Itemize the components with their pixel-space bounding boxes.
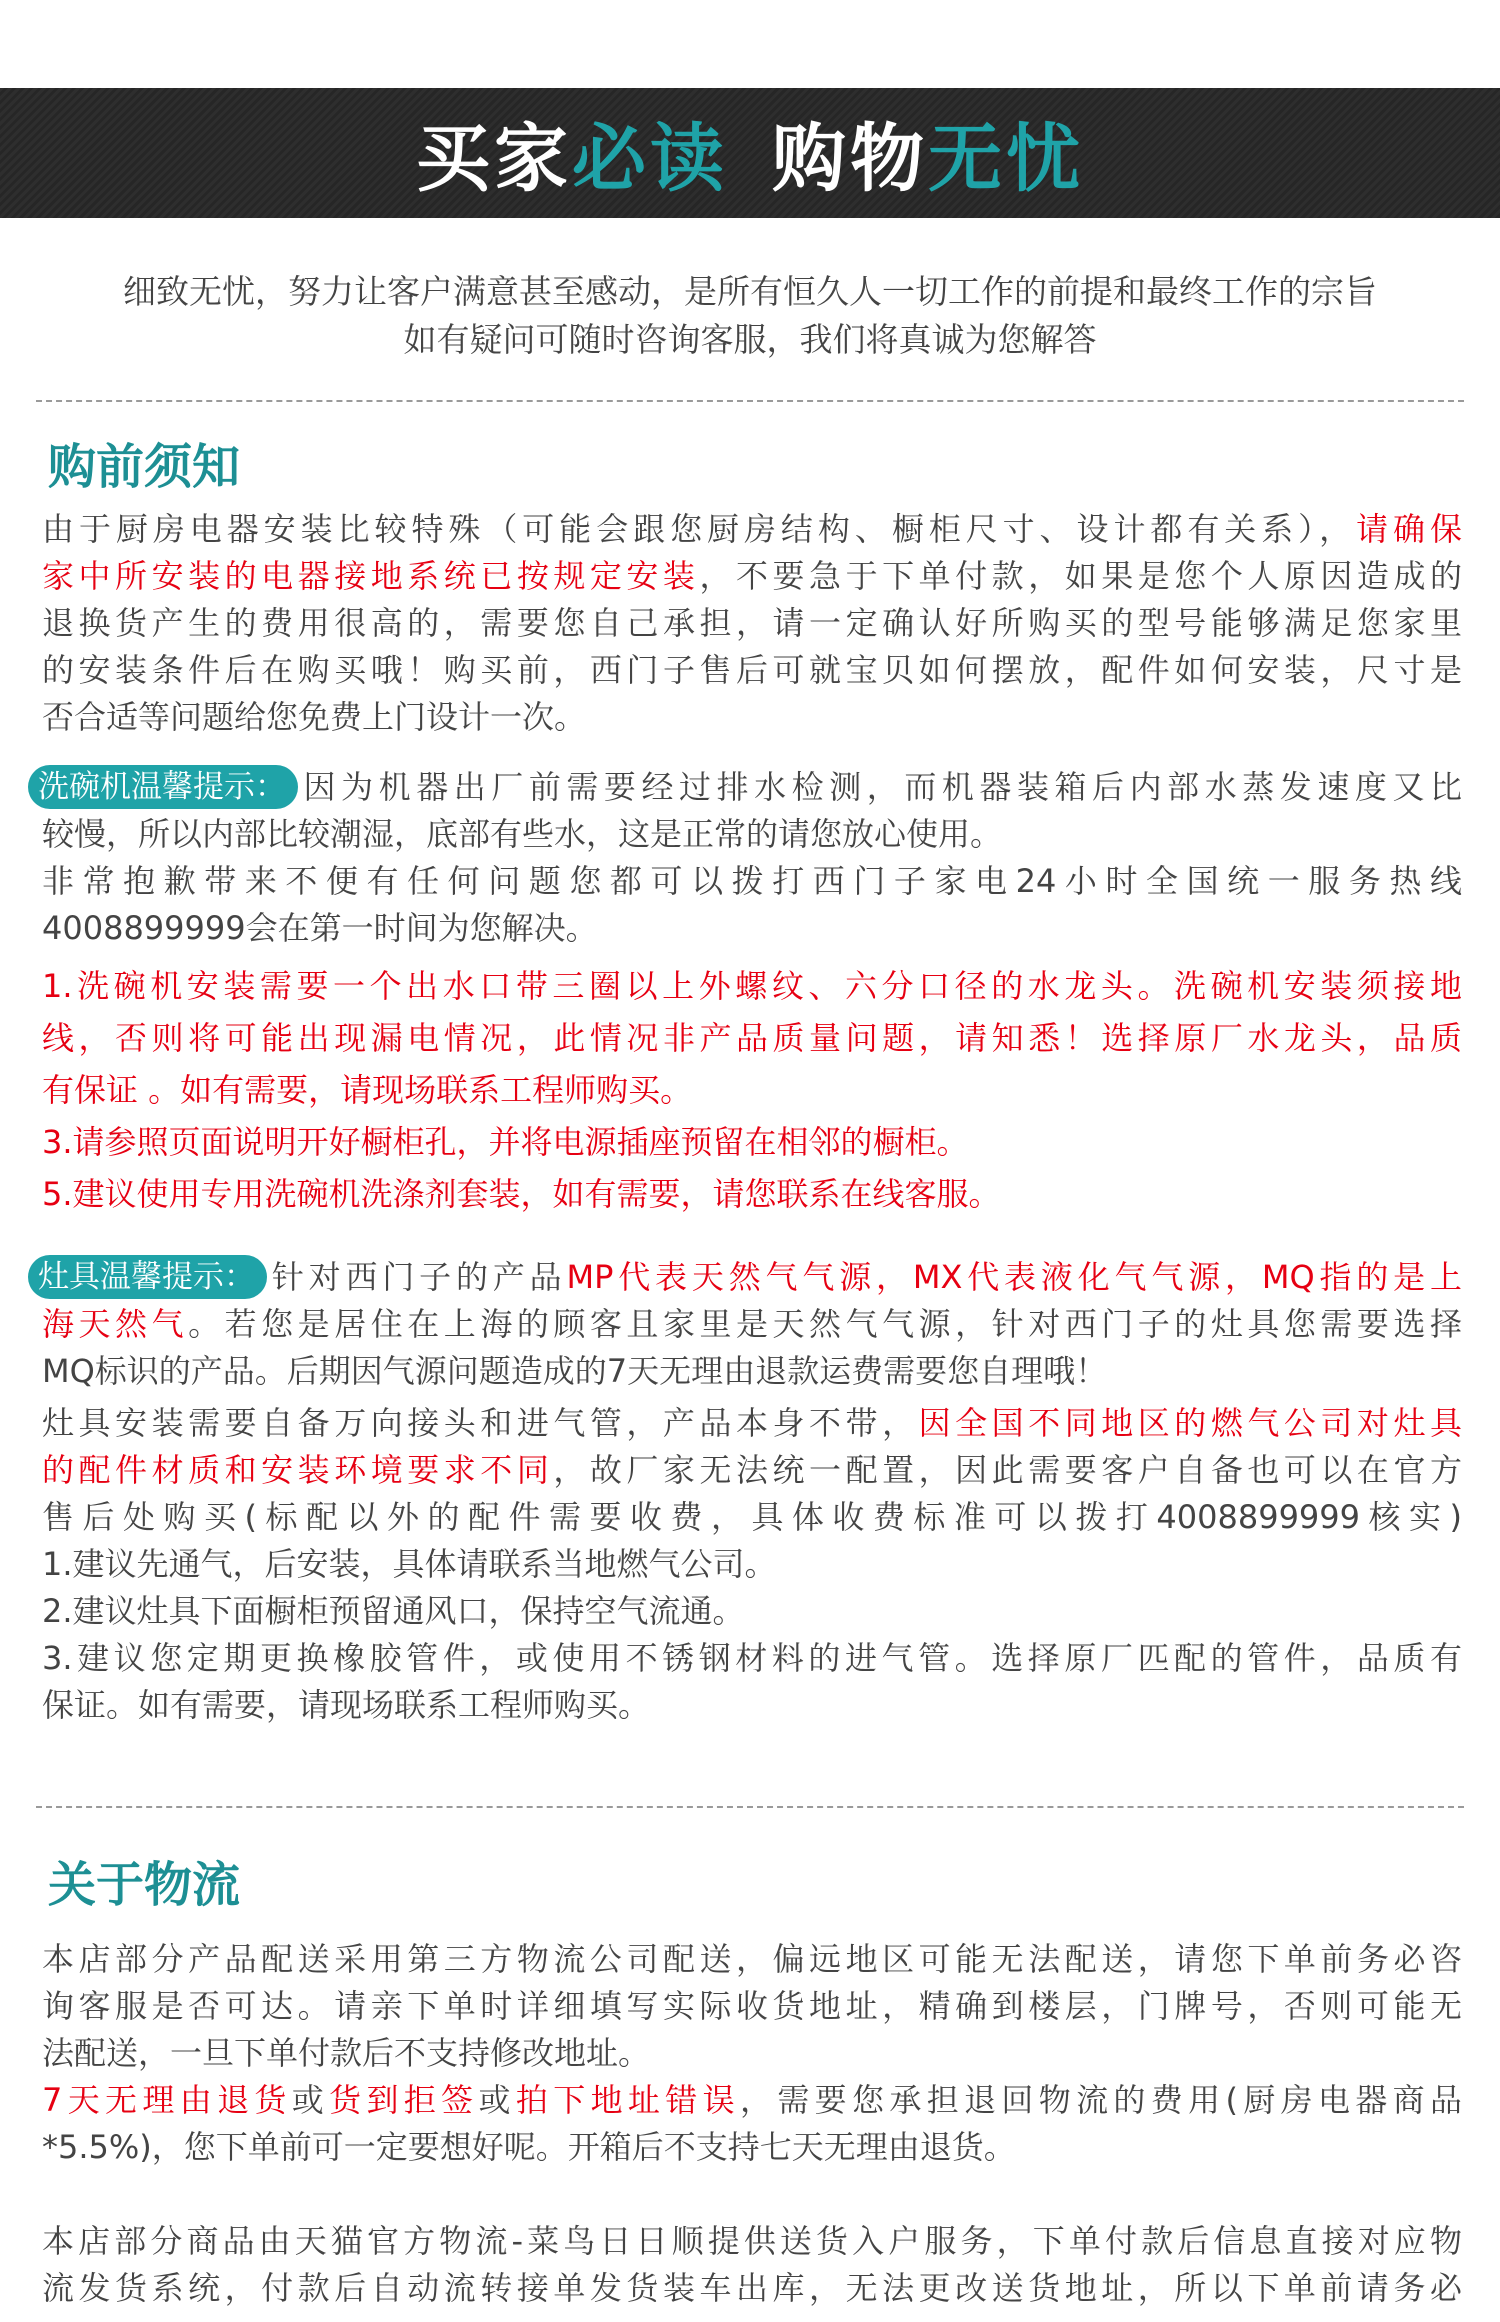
text-line: *5.5%)，您下单前可一定要想好呢。开箱后不支持七天无理由退货。 [42,2128,1016,2166]
header-banner [0,88,1500,218]
text-line: 的安装条件后在购买哦！购买前，西门子售后可就宝贝如何摆放，配件如何安装，尺寸是 [42,651,1462,689]
section-divider [36,1806,1464,1808]
section-heading-logistics: 关于物流 [48,1857,241,1913]
text-segment: 或 [291,2081,330,2119]
text-line [38,1254,1462,1301]
highlight-segment: 家中所安装的电器接地系统已按规定安装 [42,557,700,595]
text-segment: ，需要您承担退回物流的费用(厨房电器商品 [739,2081,1462,2119]
text-line: 保证。如有需要，请现场联系工程师购买。 [42,1686,651,1724]
banner-title-part1: 买家 [416,116,572,202]
text-line: 3.建议您定期更换橡胶管件，或使用不锈钢材料的进气管。选择原厂匹配的管件，品质有 [42,1639,1462,1677]
banner-title-part3: 购物 [772,116,928,202]
logistics-text [42,1936,1462,2171]
dishwasher-install-notes [42,960,1462,1220]
text-line [42,1447,1462,1494]
text-segment: 由于厨房电器安装比较特殊（可能会跟您厨房结构、橱柜尺寸、设计都有关系）， [42,510,1357,548]
text-segment: 针对西门子的产品 [267,1258,567,1296]
intro-line-1: 细致无忧，努力让客户满意甚至感动，是所有恒久人一切工作的前提和最终工作的宗旨 [123,272,1377,311]
intro-line-2: 如有疑问可随时咨询客服，我们将真诚为您解答 [403,320,1097,359]
purchase-notes-text [42,506,1462,741]
text-segment: 。若您是居住在上海的顾客且家里是天然气气源，针对西门子的灶具您需要选择 [188,1305,1462,1343]
section-divider [36,400,1464,402]
text-segment: ，不要急于下单付款，如果是您个人原因造成的 [699,557,1462,595]
stove-tips-badge: 灶具温馨提示： [28,1255,267,1299]
highlight-segment: 7天无理由退货 [42,2081,292,2119]
text-line: 非常抱歉带来不便有任何问题您都可以拨打西门子家电24小时全国统一服务热线 [42,862,1462,900]
highlight-segment: 海天然气 [42,1305,189,1343]
text-line: 1.洗碗机安装需要一个出水口带三圈以上外螺纹、六分口径的水龙头。洗碗机安装须接地 [42,967,1462,1005]
text-line: 2.建议灶具下面橱柜预留通风口，保持空气流通。 [42,1592,745,1630]
banner-title [416,100,1084,206]
text-line [38,764,1462,811]
text-line [42,1301,1462,1348]
text-line: 售后处购买(标配以外的配件需要收费，具体收费标准可以拨打4008899999核实) [42,1498,1462,1536]
banner-title-part4: 无忧 [928,116,1084,202]
text-line: 有保证 。如有需要，请现场联系工程师购买。 [42,1071,693,1109]
text-segment: 或 [478,2081,516,2119]
stove-tips-text [38,1254,1462,1395]
text-segment: 因为机器出厂前需要经过排水检测，而机器装箱后内部水蒸发速度又比 [298,768,1462,806]
dishwasher-tips-text [38,764,1462,952]
text-line: MQ标识的产品。后期因气源问题造成的7天无理由退款运费需要您自理哦！ [42,1352,1108,1390]
text-line [42,2077,1462,2124]
text-line [42,553,1462,600]
text-line: 3.请参照页面说明开好橱柜孔，并将电源插座预留在相邻的橱柜。 [42,1123,969,1161]
highlight-segment: 因全国不同地区的燃气公司对灶具 [918,1404,1462,1442]
text-line: 本店部分商品由天猫官方物流-菜鸟日日顺提供送货入户服务，下单付款后信息直接对应物 [42,2222,1462,2260]
text-line: 询客服是否可达。请亲下单时详细填写实际收货地址，精确到楼层，门牌号，否则可能无 [42,1987,1462,2025]
highlight-segment: 拍下地址错误 [515,2081,740,2119]
text-line [42,506,1462,553]
stove-install-notes [42,1400,1462,1729]
banner-title-part2: 必读 [572,116,728,202]
text-line: 较慢，所以内部比较潮湿，底部有些水，这是正常的请您放心使用。 [42,815,1003,853]
text-line: 法配送，一旦下单付款后不支持修改地址。 [42,2034,651,2072]
text-segment: 灶具安装需要自备万向接头和进气管，产品本身不带， [42,1404,919,1442]
dishwasher-tips-badge: 洗碗机温馨提示： [28,765,298,809]
highlight-segment: 请确保 [1356,510,1462,548]
highlight-segment: 的配件材质和安装环境要求不同 [42,1451,554,1489]
text-line: 5.建议使用专用洗碗机洗涤剂套装，如有需要，请您联系在线客服。 [42,1175,1001,1213]
text-line: 否合适等问题给您免费上门设计一次。 [42,698,587,736]
text-line: 4008899999会在第一时间为您解决。 [42,909,598,947]
highlight-segment: MP代表天然气气源，MX代表液化气气源，MQ指的是上 [566,1258,1462,1296]
text-line: 线，否则将可能出现漏电情况，此情况非产品质量问题，请知悉！选择原厂水龙头，品质 [42,1019,1462,1057]
text-line [42,1400,1462,1447]
text-line: 本店部分产品配送采用第三方物流公司配送，偏远地区可能无法配送，请您下单前务必咨 [42,1940,1462,1978]
text-line: 1.建议先通气，后安装，具体请联系当地燃气公司。 [42,1545,777,1583]
text-segment: ，故厂家无法统一配置，因此需要客户自备也可以在官方 [553,1451,1462,1489]
highlight-segment: 货到拒签 [329,2081,479,2119]
section-heading-purchase: 购前须知 [48,439,241,495]
logistics-delivery-text [42,2218,1462,2312]
text-line: 退换货产生的费用很高的，需要您自己承担，请一定确认好所购买的型号能够满足您家里 [42,604,1462,642]
text-line: 流发货系统，付款后自动流转接单发货装车出库，无法更改送货地址，所以下单前请务必 [42,2269,1462,2307]
